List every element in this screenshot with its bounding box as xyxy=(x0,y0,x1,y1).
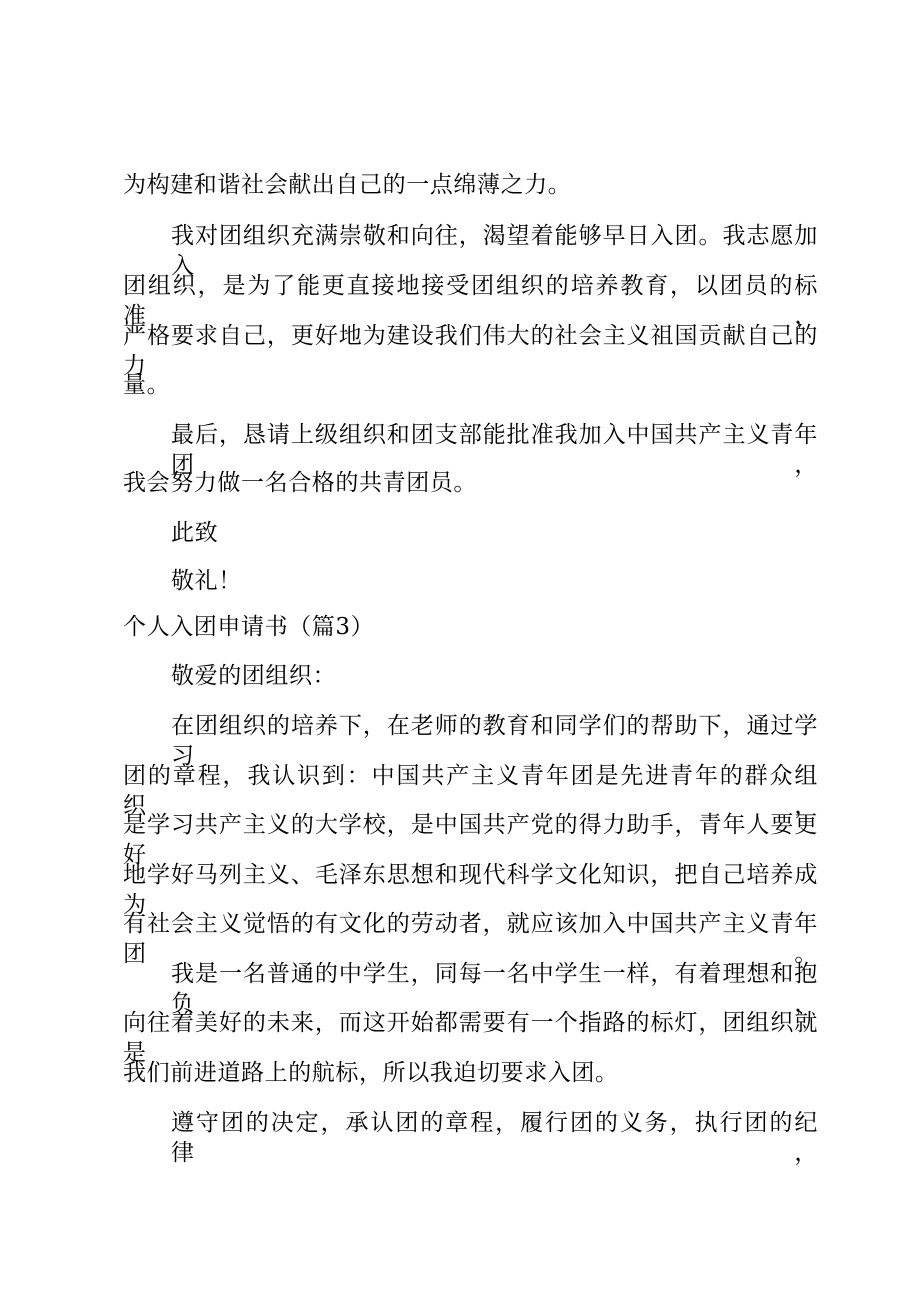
closing-salutation: 此致 xyxy=(171,520,219,546)
text-line: 地学好马列主义、毛泽东思想和现代科学文化知识，把自己培养成为 xyxy=(123,862,818,918)
text-line: 团组织，是为了能更直接地接受团组织的培养教育，以团员的标准， xyxy=(123,273,818,329)
text-line: 严格要求自己，更好地为建设我们伟大的社会主义祖国贡献自己的力 xyxy=(123,323,818,379)
section-heading: 个人入团申请书（篇3） xyxy=(123,614,375,640)
text-line: 量。 xyxy=(123,372,171,398)
text-line: 在团组织的培养下，在老师的教育和同学们的帮助下，通过学习 xyxy=(171,713,818,769)
text-line: 最后，恳请上级组织和团支部能批准我加入中国共产主义青年团， xyxy=(171,422,818,478)
text-line: 为构建和谐社会献出自己的一点绵薄之力。 xyxy=(123,172,572,198)
text-line: 有社会主义觉悟的有文化的劳动者，就应该加入中国共产主义青年团。 xyxy=(123,911,818,967)
text-line: 我是一名普通的中学生，同每一名中学生一样，有着理想和抱负， xyxy=(171,961,818,1017)
text-line: 我会努力做一名合格的共青团员。 xyxy=(123,470,477,496)
text-line: 我对团组织充满崇敬和向往，渴望着能够早日入团。我志愿加入 xyxy=(171,223,818,279)
text-line: 遵守团的决定，承认团的章程，履行团的义务，执行团的纪律， xyxy=(171,1110,818,1166)
closing-salutation: 敬礼！ xyxy=(171,568,242,594)
text-line: 团的章程，我认识到：中国共产主义青年团是先进青年的群众组织， xyxy=(123,763,818,819)
text-line: 是学习共产主义的大学校，是中国共产党的得力助手，青年人要更好 xyxy=(123,812,818,868)
text-line: 我们前进道路上的航标，所以我迫切要求入团。 xyxy=(123,1060,619,1086)
greeting: 敬爱的团组织： xyxy=(171,663,337,689)
text-line: 向往着美好的未来，而这开始都需要有一个指路的标灯，团组织就是 xyxy=(123,1010,818,1066)
